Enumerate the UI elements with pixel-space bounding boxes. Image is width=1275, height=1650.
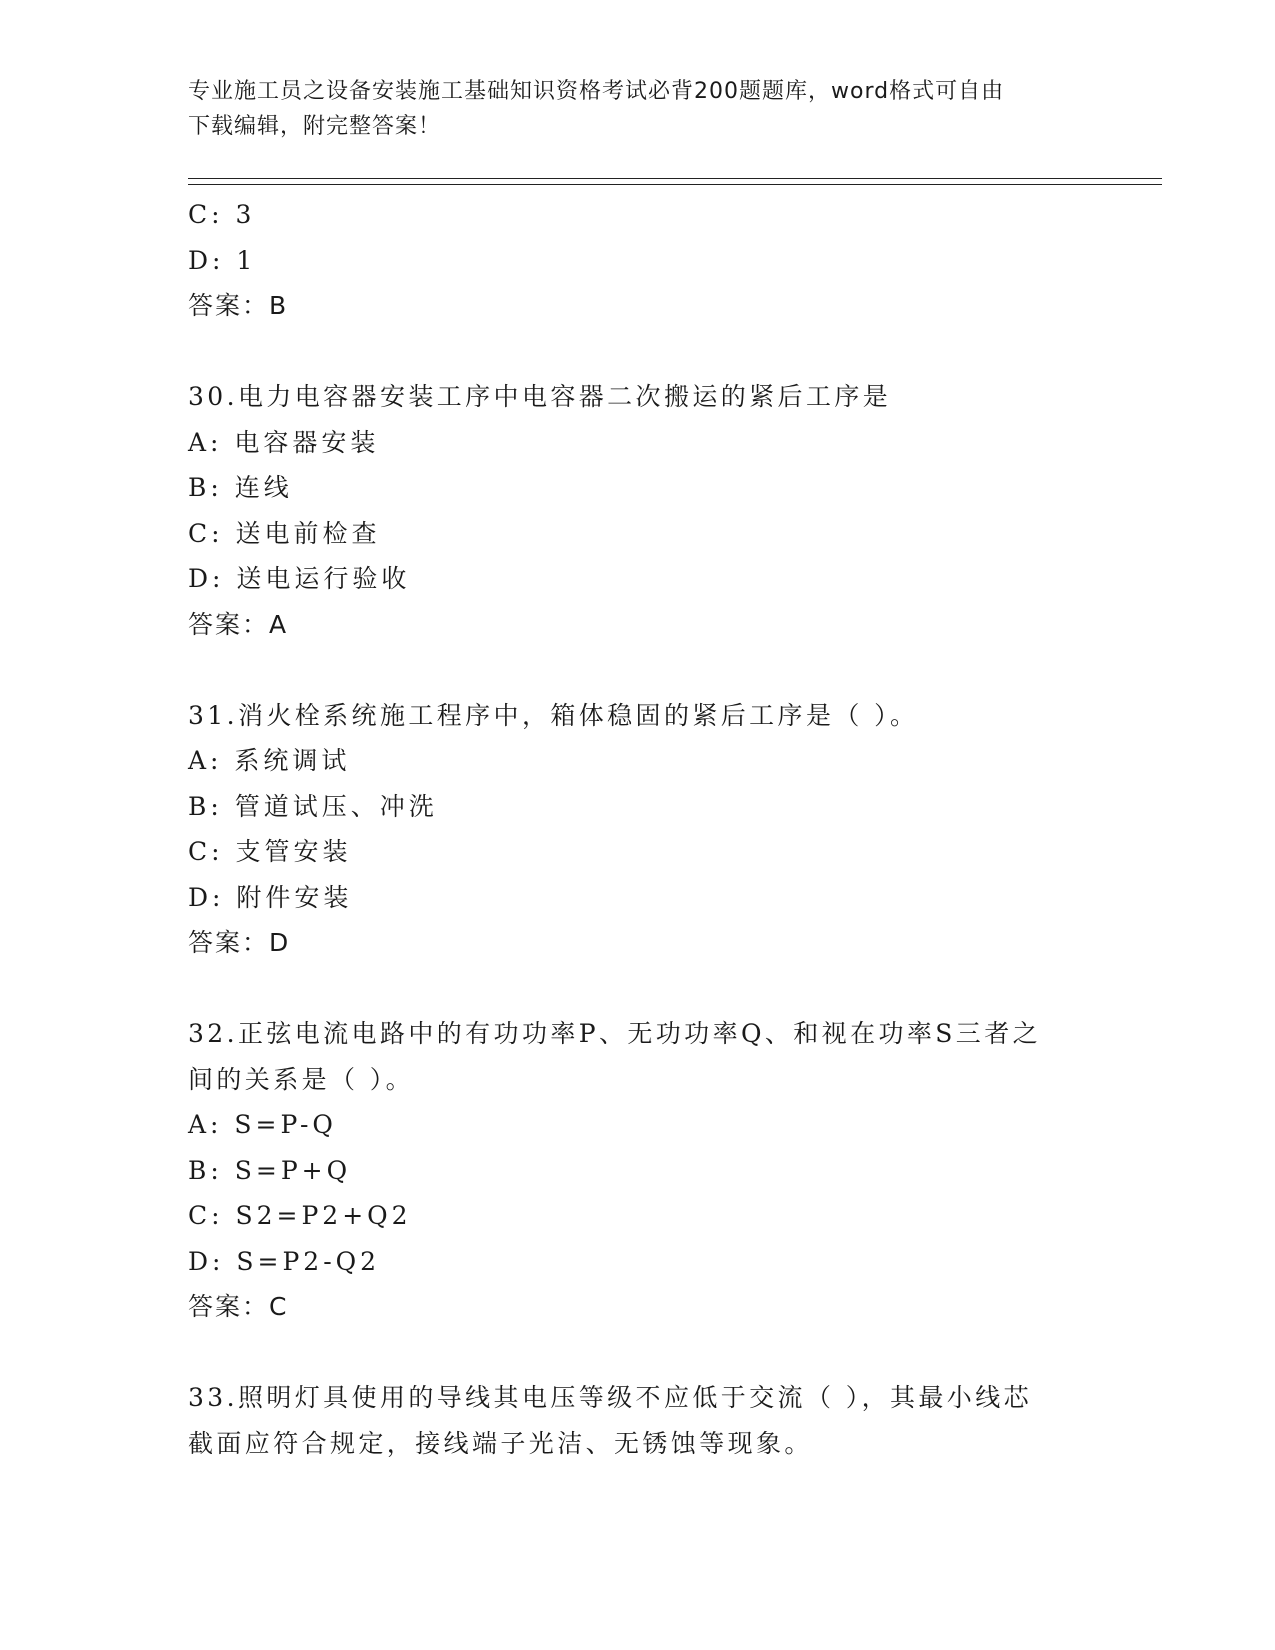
option-a: A: 系统调试 — [188, 746, 351, 775]
answer-label: 答案：B — [188, 291, 289, 320]
option-b: B: S=P+Q — [188, 1155, 352, 1185]
option-c: C: S2=P2+Q2 — [188, 1201, 412, 1230]
answer-label: 答案：D — [188, 928, 291, 957]
option-c: C: 支管安装 — [188, 837, 352, 866]
spacer — [188, 1330, 1088, 1376]
question-stem-line-1: 32.正弦电流电路中的有功功率P、无功功率Q、和视在功率S三者之 — [188, 1019, 1042, 1048]
question-stem-line-1: 33.照明灯具使用的导线其电压等级不应低于交流（ ），其最小线芯 — [188, 1383, 1033, 1412]
header-divider-bottom — [188, 184, 1162, 185]
option-b: B: 管道试压、冲洗 — [188, 791, 438, 821]
answer-label: 答案：A — [188, 609, 289, 639]
option-a: A: S=P-Q — [188, 1110, 337, 1139]
question-stem-line-2: 截面应符合规定，接线端子光洁、无锈蚀等现象。 — [188, 1428, 813, 1458]
option-a: A: 电容器安装 — [188, 427, 380, 457]
option-d: D: 送电运行验收 — [188, 564, 411, 593]
document-header — [188, 74, 1088, 144]
header-line-2: 下载编辑，附完整答案！ — [188, 114, 442, 139]
option-d: D: 附件安装 — [188, 882, 353, 912]
spacer — [188, 966, 1088, 1012]
question-stem: 30.电力电容器安装工序中电容器二次搬运的紧后工序是 — [188, 382, 892, 411]
question-30 — [188, 374, 1088, 647]
spacer — [188, 329, 1088, 375]
spacer — [188, 647, 1088, 693]
question-list — [188, 192, 1088, 1466]
option-c: C: 3 — [188, 200, 256, 229]
option-d: D: S=P2-Q2 — [188, 1246, 381, 1276]
option-b: B: 连线 — [188, 473, 293, 502]
answer-label: 答案：C — [188, 1292, 289, 1321]
option-d: D: 1 — [188, 245, 257, 275]
header-divider-top — [188, 178, 1162, 179]
question-stem: 31.消火栓系统施工程序中，箱体稳固的紧后工序是（ ）。 — [188, 700, 919, 730]
question-32 — [188, 1011, 1088, 1330]
question-29-tail — [188, 192, 1088, 329]
option-c: C: 送电前检查 — [188, 518, 381, 548]
header-line-1: 专业施工员之设备安装施工基础知识资格考试必背200题题库，word格式可自由 — [188, 79, 1005, 104]
question-stem-line-2: 间的关系是（ ）。 — [188, 1064, 415, 1094]
question-33 — [188, 1375, 1088, 1466]
question-31 — [188, 693, 1088, 966]
